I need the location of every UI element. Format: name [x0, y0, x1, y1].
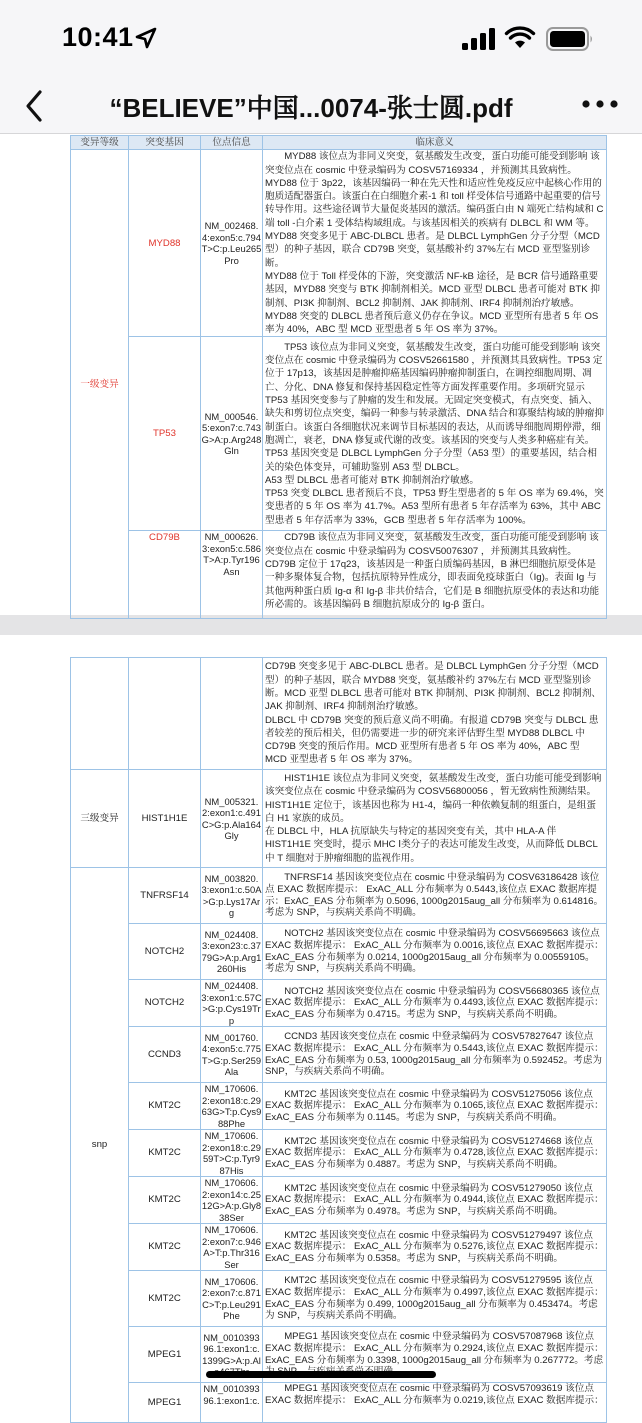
- clinical-meaning-cell: [263, 531, 607, 619]
- variant-level-cell: snp: [71, 868, 129, 1423]
- paragraph: TNFRSF14 基因该突变位点在 cosmic 中登录编码为 COSV63186428 该位点 EXAC 数据库提示： ExAC_ALL 分布频率为 0.5443,该位点 EXAC 数据库提示：ExAC_EAS 分布频率为 0.5096, 1000g2015aug_all 分布频率为 0.614816。考虑为 SNP，与疾病关系尚不明确。: [265, 872, 604, 919]
- battery-icon: [546, 27, 594, 51]
- paragraph: A53 型 DLBCL 患者可能对 BTK 抑制剂治疗敏感。: [265, 474, 479, 486]
- locus-cell: NM_024408.3:exon1:c.57C>G:p.Cys19Trp: [201, 980, 262, 1026]
- table-row: [71, 868, 607, 924]
- pdf-viewer[interactable]: [0, 135, 642, 1408]
- gene-cell: KMT2C: [129, 1224, 201, 1271]
- clinical-meaning-cell: [263, 1224, 607, 1271]
- table-row: [71, 658, 607, 770]
- clinical-meaning-cell: [263, 1027, 607, 1083]
- table-row: [71, 1130, 607, 1177]
- paragraph: TP53 突变 DLBCL 患者预后不良，TP53 野生型患者的 5 年 OS 率为 69.4%，突变患者的 5 年 OS 率为 41.7%。A53 型所有患者 5 年存活率为 63%，其中 ABC 型患者 5 年存活率为 33%，GCB 型患者 5 年存活率为 100%。: [265, 488, 604, 526]
- header-level: 变异等级: [71, 136, 129, 150]
- gene-cell: NOTCH2: [129, 924, 201, 980]
- pdf-page: [0, 135, 642, 615]
- locus-cell: NM_170606.2:exon18:c.2963G>T:p.Cys988Phe: [201, 1083, 262, 1129]
- table-row: [71, 1027, 607, 1083]
- paragraph: KMT2C 基因该突变位点在 cosmic 中登录编码为 COSV51279595 该位点 EXAC 数据库提示： ExAC_ALL 分布频率为 0.4997,该位点 EXAC 数据库提示：ExAC_EAS 分布频率为 0.499, 1000g2015aug_all 分布频率为 0.453474。考虑为 SNP，与疾病关系尚不明确。: [265, 1275, 604, 1322]
- status-bar: [0, 0, 642, 78]
- clinical-meaning-cell: [263, 770, 607, 868]
- paragraph: DLBCL 中 CD79B 突变的预后意义尚不明确。有报道 CD79B 突变与 DLBCL 患者较差的预后相关，但仍需要进一步的研究来评估野生型 MYD88 DLBCL 中 CD79B 突变的预后作用。MCD 亚型所有患者 5 年 OS 率为 40%，ABC 型 MCD 亚型患者 5 年 OS 率为 37%。: [265, 714, 599, 766]
- paragraph: NOTCH2 基因该突变位点在 cosmic 中登录编码为 COSV56695663 该位点 EXAC 数据库提示： ExAC_ALL 分布频率为 0.0016,该位点 EXAC 数据库提示：ExAC_EAS 分布频率为 0.0214, 1000g2015aug_all 分布频率为 0.00559105。考虑为 SNP，与疾病关系尚不明确。: [265, 928, 604, 975]
- locus-cell: NM_170606.2:exon7:c.871C>T:p.Leu291Phe: [201, 1271, 263, 1327]
- paragraph: TP53 基因突变是 DLBCL LymphGen 分子分型（A53 型）的重要基因，结合相关的染色体变异，可辅助鉴别 A53 型 DLBCL。: [265, 448, 597, 473]
- back-chevron-icon[interactable]: [18, 86, 50, 126]
- gene-cell: [129, 658, 201, 770]
- gene-cell: KMT2C: [129, 1271, 201, 1327]
- gene-cell: MPEG1: [129, 1383, 201, 1423]
- clinical-meaning-cell: [263, 980, 607, 1027]
- more-options-icon[interactable]: [580, 92, 620, 116]
- table-row: [71, 924, 607, 980]
- variant-level-cell: 一级变异: [71, 150, 129, 619]
- paragraph: 在 DLBCL 中，HLA 抗原缺失与特定的基因突变有关，其中 HLA-A 伴 HIST1H1E 突变时，提示 MHC Ⅰ类分子的表达可能发生改变，从而降低 DLBCL 中 T 细胞对于肿瘤细胞的监视作用。: [265, 826, 598, 864]
- table-row: [71, 1224, 607, 1271]
- header-locus: 位点信息: [201, 136, 263, 150]
- variant-level-cell: 三级变异: [71, 770, 129, 868]
- navigation-bar: [0, 78, 642, 134]
- header-gene: 突变基因: [129, 136, 201, 150]
- table-row: [71, 150, 607, 337]
- status-time: 10:41: [62, 22, 134, 52]
- paragraph: CCND3 基因该突变位点在 cosmic 中登录编码为 COSV57827647 该位点 EXAC 数据库提示： ExAC_ALL 分布频率为 0.5443,该位点 EXAC 数据库提示：ExAC_EAS 分布频率为 0.53, 1000g2015aug_all 分布频率为 0.592452。考虑为 SNP，与疾病关系尚不明确。: [265, 1031, 604, 1078]
- paragraph: MYD88 突变的 DLBCL 患者预后意义仍存在争议。MCD 亚型所有患者 5 年 OS 率为 40%，ABC 型 MCD 亚型患者 5 年 OS 率为 37%。: [265, 310, 599, 336]
- cellular-signal-icon: [462, 28, 496, 50]
- gene-cell: KMT2C: [129, 1130, 201, 1177]
- clinical-meaning-cell: [263, 1130, 607, 1177]
- location-arrow-icon: [134, 26, 158, 50]
- table-row: [71, 1383, 607, 1423]
- table-row: [71, 770, 607, 868]
- gene-cell: HIST1H1E: [129, 770, 201, 868]
- gene-variant-table: [70, 657, 607, 1423]
- header-meaning: 临床意义: [263, 136, 607, 150]
- clinical-meaning-cell: [263, 1177, 607, 1224]
- wifi-icon: [505, 26, 535, 50]
- gene-cell: KMT2C: [129, 1083, 201, 1130]
- paragraph: CD79B 突变多见于 ABC-DLBCL 患者。是 DLBCL LymphGen 分子分型（MCD 型）的种子基因，联合 MYD88 突变，氨基酸补约 37%左右 MCD 亚型鉴别诊断。MCD 亚型 DLBCL 患者可能对 BTK 抑制剂、PI3K 抑制剂、BCL2 抑制剂、JAK 抑制剂、IRF4 抑制剂治疗敏感。: [265, 661, 602, 713]
- paragraph: TP53 该位点为非同义突变，氨基酸发生改变，蛋白功能可能受到影响 该突变位点在 cosmic 中登录编码为 COSV52661580 ，并预测其具致病性。TP53 定位于 17p13，该基因是肿瘤抑癌基因编码肿瘤抑制蛋白，在调控细胞周期、凋亡、分化、DNA 修复和保持基因稳定性等方面发挥重要作用。多项研究显示 TP53 基因突变参与了肿瘤的发生和发展。无固定突变模式，有点突变、插入、缺失和剪切位点突变，编码一种参与转录激活、DNA 结合和寡聚结构域的肿瘤抑制蛋白。该蛋白各细胞状况来调节目标基因的表达，从而诱导细胞周期停滞，细胞凋亡，衰老，DNA 修复或代谢的改变。该基因的突变与人类多种癌症有关。: [265, 341, 604, 446]
- gene-cell: TP53: [129, 337, 201, 531]
- paragraph: CD79B 该位点为非同义突变，氨基酸发生改变，蛋白功能可能受到影响 该突变位点在 cosmic 中登录编码为 COSV50076307 ，并预测其具致病性。CD79B 定位于 17q23，该基因是一种蛋白质编码基因，B 淋巴细胞抗原受体是一种多聚体复合物，包括抗原特异性成分，即表面免疫球蛋白（Ig)。表面 Ig 与其他两种蛋白质 Ig-α 和 Ig-β 非共价结合，它们是 B 细胞抗原受体的表达和功能所必需的。该基因编码 B 细胞抗原成分的 Ig-β 蛋白。: [265, 532, 600, 610]
- locus-cell: NM_001039396.1:exon1:c.: [201, 1383, 263, 1423]
- locus-cell: NM_170606.2:exon18:c.2959T>C:p.Tyr987His: [202, 1130, 261, 1176]
- document-title: “BELIEVE”中国...0074-张士圆.pdf: [109, 93, 513, 123]
- locus-cell: NM_003820.3:exon1:c.50A>G:p.Lys17Arg: [201, 868, 263, 924]
- gene-cell: KMT2C: [129, 1177, 201, 1224]
- gene-cell: CD79B: [129, 531, 201, 619]
- paragraph: KMT2C 基因该突变位点在 cosmic 中登录编码为 COSV51279497 该位点 EXAC 数据库提示： ExAC_ALL 分布频率为 0.5276,该位点 EXAC 数据库提示：ExAC_EAS 分布频率为 0.5358。考虑为 SNP，与疾病关系尚不明确。: [265, 1229, 604, 1264]
- table-row: [71, 1083, 607, 1130]
- gene-cell: MYD88: [129, 150, 201, 337]
- locus-cell: NM_005321.2:exon1:c.491C>G:p.Ala164Gly: [201, 770, 263, 868]
- table-row: [71, 1177, 607, 1224]
- clinical-meaning-cell: [263, 1383, 607, 1423]
- locus-cell: NM_170606.2:exon14:c.2512G>A:p.Gly838Ser: [201, 1177, 262, 1223]
- locus-cell: NM_000626.3:exon5:c.586T>A:p.Tyr196Asn: [201, 531, 263, 619]
- locus-cell: NM_170606.2:exon7:c.946A>T:p.Thr316Ser: [202, 1224, 261, 1270]
- paragraph: KMT2C 基因该突变位点在 cosmic 中登录编码为 COSV51279050 该位点 EXAC 数据库提示： ExAC_ALL 分布频率为 0.4944,该位点 EXAC 数据库提示：ExAC_EAS 分布频率为 0.4978。考虑为 SNP，与疾病关系尚不明确。: [265, 1182, 604, 1217]
- paragraph: HIST1H1E 该位点为非同义突变，氨基酸发生改变，蛋白功能可能受到影响 该突变位点在 cosmic 中登录编码为 COSV56800056 ，暂无致病性预测结果。HIST1H1E 定位于，该基因也称为 H1-4，编码一种依赖复制的组蛋白，是组蛋白 H1 家族的成员。: [265, 772, 602, 824]
- pdf-page: [0, 635, 642, 1408]
- clinical-meaning-cell: [263, 658, 607, 770]
- table-row: [71, 980, 607, 1027]
- gene-variant-table: [70, 135, 607, 619]
- locus-cell: NM_000546.5:exon7:c.743G>A:p.Arg248Gln: [201, 337, 263, 531]
- paragraph: MYD88 突变多见于 ABC-DLBCL 患者。是 DLBCL LymphGen 分子分型（MCD 型）的种子基因，联合 CD79B 突变，氨基酸补约 37%左右 MCD 亚型鉴别诊断。: [265, 231, 600, 269]
- home-indicator[interactable]: [206, 1371, 436, 1378]
- variant-level-cell: [71, 658, 129, 770]
- table-row: [71, 337, 607, 531]
- clinical-meaning-cell: [263, 337, 607, 531]
- gene-cell: NOTCH2: [129, 980, 201, 1027]
- locus-cell: NM_024408.3:exon23:c.3779G>A:p.Arg1260His: [201, 924, 263, 980]
- clinical-meaning-cell: [263, 868, 607, 924]
- clinical-meaning-cell: [263, 1271, 607, 1327]
- paragraph: MYD88 位于 3p22，该基因编码一种在先天性和适应性免疫反应中起核心作用的胞质适配器蛋白。该蛋白在白细胞介素-1 和 toll 样受体信号通路中起重要的信号转导作用。这些途径调节大量促炎基因的激活。编码蛋白由 N 端死亡结构域和 C 端 toll -白介素 1 受体结构域组成。与该基因相关的疾病有 DLBCL 和 WM 等。: [265, 177, 604, 229]
- clinical-meaning-cell: [263, 924, 607, 980]
- paragraph: KMT2C 基因该突变位点在 cosmic 中登录编码为 COSV51274668 该位点 EXAC 数据库提示： ExAC_ALL 分布频率为 0.4728,该位点 EXAC 数据库提示：ExAC_EAS 分布频率为 0.4887。考虑为 SNP，与疾病关系尚不明确。: [265, 1135, 604, 1170]
- locus-cell: NM_001760.4:exon5:c.775T>G:p.Ser259Ala: [201, 1027, 263, 1083]
- gene-cell: CCND3: [129, 1027, 201, 1083]
- paragraph: MYD88 该位点为非同义突变，氨基酸发生改变，蛋白功能可能受到影响 该突变位点在 cosmic 中登录编码为 COSV57169334 ，并预测其具致病性。: [265, 151, 600, 176]
- table-row: [71, 1271, 607, 1327]
- paragraph: KMT2C 基因该突变位点在 cosmic 中登录编码为 COSV51275056 该位点 EXAC 数据库提示： ExAC_ALL 分布频率为 0.1065,该位点 EXAC 数据库提示：ExAC_EAS 分布频率为 0.1145。考虑为 SNP，与疾病关系尚不明确。: [265, 1088, 604, 1123]
- paragraph: NOTCH2 基因该突变位点在 cosmic 中登录编码为 COSV56680365 该位点 EXAC 数据库提示： ExAC_ALL 分布频率为 0.4493,该位点 EXAC 数据库提示：ExAC_EAS 分布频率为 0.4715。考虑为 SNP，与疾病关系尚不明确。: [265, 985, 604, 1020]
- table-row: [71, 531, 607, 619]
- gene-cell: TNFRSF14: [129, 868, 201, 924]
- paragraph: MYD88 位于 Toll 样受体的下游，突变激活 NF-kB 途径，是 BCR 信号通路重要基因，MYD88 突变与 BTK 抑制剂相关。MCD 亚型 DLBCL 患者可能对 BTK 抑制剂、PI3K 抑制剂、BCL2 抑制剂、JAK 抑制剂、IRF4 抑制剂治疗敏感。: [265, 270, 600, 309]
- clinical-meaning-cell: [263, 1083, 607, 1130]
- locus-cell: NM_001039396.1:exon1:c.1399G>A:p.Al: [201, 1327, 263, 1383]
- locus-cell: NM_002468.4:exon5:c.794T>C:p.Leu265Pro: [201, 150, 263, 337]
- gene-cell: MPEG1: [129, 1327, 201, 1383]
- clinical-meaning-cell: [263, 150, 607, 337]
- paragraph: MPEG1 基因该突变位点在 cosmic 中登录编码为 COSV57093619 该位点 EXAC 数据库提示： ExAC_ALL 分布频率为 0.0219,该位点 EXAC 数据库提示：: [265, 1383, 604, 1406]
- locus-cell: [201, 658, 263, 770]
- paragraph: MPEG1 基因该突变位点在 cosmic 中登录编码为 COSV57087968 该位点 EXAC 数据库提示： ExAC_ALL 分布频率为 0.2924,该位点 EXAC 数据库提示：ExAC_EAS 分布频率为 0.3398, 1000g2015aug_all 分布频率为 0.267772。考虑: [265, 1331, 604, 1366]
